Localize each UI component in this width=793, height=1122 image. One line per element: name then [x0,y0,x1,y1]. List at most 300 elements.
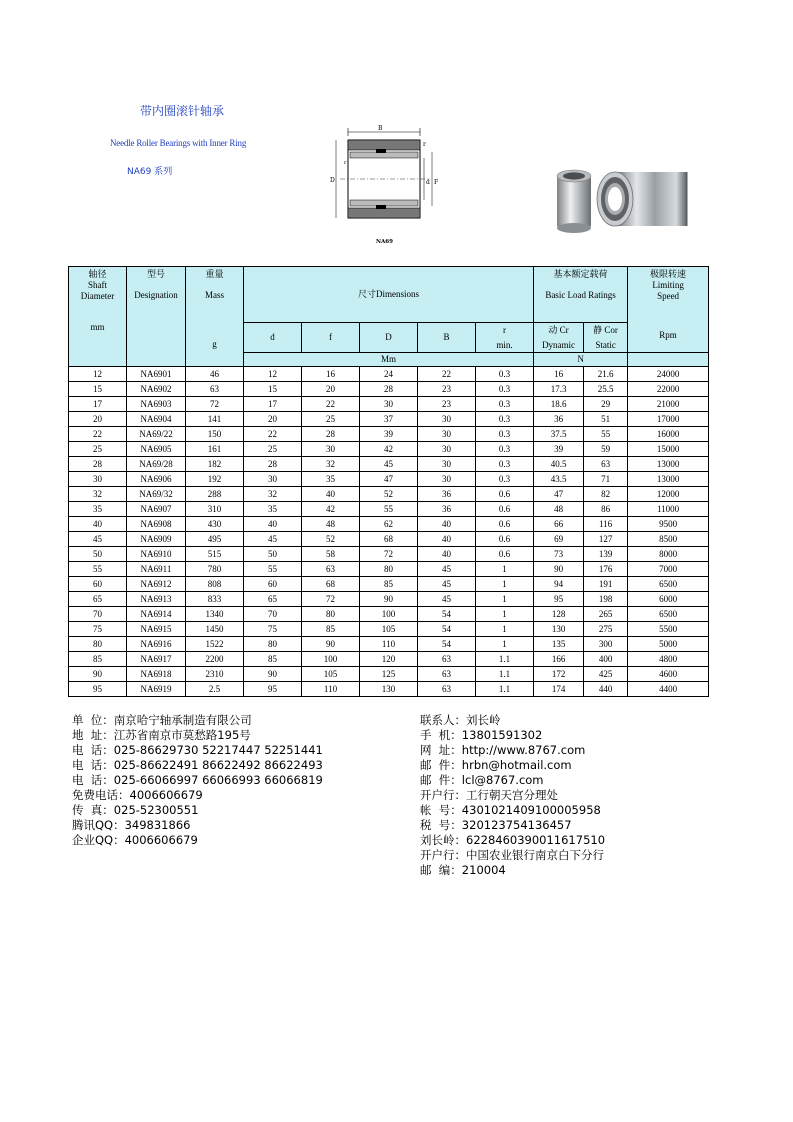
table-cell: NA6919 [127,682,186,697]
table-cell: 9500 [628,517,709,532]
table-cell: 52 [302,532,360,547]
table-cell: 12000 [628,487,709,502]
table-row [69,517,709,532]
table-cell: 7000 [628,562,709,577]
table-cell: 28 [360,382,418,397]
header-speed-blank [628,353,709,367]
table-cell: 23 [418,382,476,397]
table-cell: 70 [244,607,302,622]
table-cell: 116 [584,517,628,532]
table-cell: 105 [302,667,360,682]
table-cell: 82 [584,487,628,502]
table-cell: 69 [534,532,584,547]
table-cell: 100 [302,652,360,667]
table-cell: 18.6 [534,397,584,412]
table-cell: 1.1 [476,652,534,667]
table-cell: 16 [534,367,584,382]
header-load-unit: N [534,353,628,367]
table-cell: 48 [534,502,584,517]
header-col-cr: 动 Cr Dynamic [534,323,584,353]
table-cell: 2.5 [186,682,244,697]
table-cell: 59 [584,442,628,457]
table-cell: 63 [418,652,476,667]
table-cell: 54 [418,637,476,652]
table-cell: 50 [244,547,302,562]
table-cell: 37.5 [534,427,584,442]
table-cell: 55 [69,562,127,577]
table-cell: 0.3 [476,427,534,442]
table-cell: 110 [360,637,418,652]
table-cell: 45 [418,577,476,592]
table-cell: 13000 [628,472,709,487]
table-cell: 90 [302,637,360,652]
table-row [69,412,709,427]
header-basic-load-ratings: 基本额定载荷 Basic Load Ratings [534,267,628,323]
contact-line: 网 址：http://www.8767.com [420,743,586,757]
table-cell: 65 [244,592,302,607]
header-dim-unit: Mm [244,353,534,367]
header-shaft-diameter: 轴径 Shaft Diameter mm [69,267,127,367]
table-cell: 80 [69,637,127,652]
table-cell: 39 [534,442,584,457]
contact-line: 邮 件：hrbn@hotmail.com [420,758,572,772]
table-row [69,652,709,667]
table-cell: 135 [534,637,584,652]
table-cell: 4600 [628,667,709,682]
table-cell: 47 [360,472,418,487]
table-cell: 310 [186,502,244,517]
table-cell: 40 [418,547,476,562]
contact-line: 联系人：刘长岭 [420,713,501,727]
table-cell: 166 [534,652,584,667]
table-cell: 60 [69,577,127,592]
bearing-photo [545,158,705,238]
table-cell: 15 [69,382,127,397]
table-cell: 63 [186,382,244,397]
table-cell: 11000 [628,502,709,517]
table-cell: NA6910 [127,547,186,562]
table-cell: 63 [418,682,476,697]
table-row [69,592,709,607]
table-cell: 25.5 [584,382,628,397]
contact-line: 企业QQ：4006606679 [72,833,198,847]
table-cell: 25 [69,442,127,457]
table-row [69,382,709,397]
table-cell: 24 [360,367,418,382]
table-cell: 45 [244,532,302,547]
table-cell: 58 [302,547,360,562]
contact-line: 电 话：025-86629730 52217447 52251441 [72,743,323,757]
table-cell: NA6911 [127,562,186,577]
table-cell: 95 [244,682,302,697]
table-row [69,667,709,682]
table-row [69,367,709,382]
table-cell: 127 [584,532,628,547]
table-cell: 42 [360,442,418,457]
table-cell: 55 [244,562,302,577]
dim-label-B: B [378,125,383,132]
table-cell: 15 [244,382,302,397]
table-cell: 63 [302,562,360,577]
table-row [69,562,709,577]
table-cell: 40 [418,517,476,532]
table-cell: 0.6 [476,547,534,562]
table-cell: 4800 [628,652,709,667]
table-cell: 2310 [186,667,244,682]
header-dimensions: 尺寸Dimensions [244,267,534,323]
table-cell: 20 [69,412,127,427]
table-cell: 40 [302,487,360,502]
table-cell: 29 [584,397,628,412]
table-cell: 75 [69,622,127,637]
table-row [69,607,709,622]
header-limiting-speed: 极限转速 Limiting Speed Rpm [628,267,709,353]
table-cell: 275 [584,622,628,637]
contact-line: 税 号：320123754136457 [420,818,572,832]
table-cell: 85 [244,652,302,667]
table-row [69,682,709,697]
table-cell: 172 [534,667,584,682]
table-cell: 20 [302,382,360,397]
table-cell: 85 [302,622,360,637]
table-cell: 75 [244,622,302,637]
table-cell: 30 [418,472,476,487]
header-mass: 重量 Mass g [186,267,244,367]
table-cell: 21.6 [584,367,628,382]
dim-label-d: d [426,179,430,186]
table-cell: 37 [360,412,418,427]
table-cell: 0.3 [476,412,534,427]
table-cell: 128 [534,607,584,622]
table-cell: 68 [302,577,360,592]
table-cell: 191 [584,577,628,592]
table-cell: 2200 [186,652,244,667]
table-cell: 66 [534,517,584,532]
contact-line: 免费电话：4006606679 [72,788,203,802]
table-cell: 430 [186,517,244,532]
table-cell: 4400 [628,682,709,697]
table-cell: 6500 [628,607,709,622]
table-cell: 515 [186,547,244,562]
table-cell: 0.6 [476,487,534,502]
table-cell: 808 [186,577,244,592]
table-cell: 16000 [628,427,709,442]
series-label: NA69 系列 [127,167,173,177]
table-cell: 22 [69,427,127,442]
bearing-cross-section-drawing [320,122,440,247]
table-cell: 12 [244,367,302,382]
table-cell: NA6909 [127,532,186,547]
table-cell: 0.3 [476,382,534,397]
table-cell: NA6902 [127,382,186,397]
table-cell: 95 [534,592,584,607]
table-cell: 40.5 [534,457,584,472]
table-cell: 833 [186,592,244,607]
table-row [69,487,709,502]
header-col-r: r min. [476,323,534,353]
table-cell: 0.3 [476,367,534,382]
table-cell: 1 [476,577,534,592]
table-cell: 35 [69,502,127,517]
table-cell: 65 [69,592,127,607]
table-cell: 86 [584,502,628,517]
table-cell: 35 [244,502,302,517]
table-cell: NA6913 [127,592,186,607]
header-col-f: f [302,323,360,353]
header-col-cor: 静 Cor Static [584,323,628,353]
table-cell: 72 [360,547,418,562]
table-cell: 24000 [628,367,709,382]
table-cell: 80 [360,562,418,577]
table-cell: 80 [244,637,302,652]
dim-label-D: D [330,177,335,184]
table-row [69,457,709,472]
table-cell: 45 [418,592,476,607]
table-cell: 36 [418,487,476,502]
contact-info-right [420,713,605,878]
table-cell: 42 [302,502,360,517]
table-cell: 440 [584,682,628,697]
table-cell: 47 [534,487,584,502]
table-cell: 16 [302,367,360,382]
header-col-B: B [418,323,476,353]
table-cell: 100 [360,607,418,622]
table-cell: 51 [584,412,628,427]
contact-line: 单 位：南京哈宁轴承制造有限公司 [72,713,252,727]
header-col-D: D [360,323,418,353]
table-cell: NA6907 [127,502,186,517]
table-cell: 30 [244,472,302,487]
table-cell: 6500 [628,577,709,592]
table-cell: 425 [584,667,628,682]
table-cell: 17000 [628,412,709,427]
table-cell: 71 [584,472,628,487]
table-cell: NA69/28 [127,457,186,472]
spec-table-body [69,367,709,697]
table-cell: 400 [584,652,628,667]
contact-line: 帐 号：4301021409100005958 [420,803,601,817]
contact-line: 腾讯QQ：349831866 [72,818,191,832]
table-cell: 30 [302,442,360,457]
table-cell: 36 [418,502,476,517]
table-cell: 52 [360,487,418,502]
table-cell: 21000 [628,397,709,412]
table-cell: 5500 [628,622,709,637]
table-cell: 60 [244,577,302,592]
table-cell: 32 [244,487,302,502]
table-cell: 13000 [628,457,709,472]
table-cell: NA6915 [127,622,186,637]
table-cell: NA6904 [127,412,186,427]
table-cell: 90 [360,592,418,607]
table-cell: 55 [360,502,418,517]
table-cell: 182 [186,457,244,472]
table-row [69,442,709,457]
table-cell: NA6908 [127,517,186,532]
dim-label-F: F [434,179,439,186]
table-cell: 110 [302,682,360,697]
table-cell: 5000 [628,637,709,652]
table-cell: 1 [476,607,534,622]
table-cell: 70 [69,607,127,622]
table-cell: 30 [418,412,476,427]
contact-line: 刘长岭：6228460390011617510 [420,833,606,847]
table-cell: 15000 [628,442,709,457]
table-cell: 150 [186,427,244,442]
table-cell: 105 [360,622,418,637]
table-cell: 72 [302,592,360,607]
table-cell: NA6906 [127,472,186,487]
table-cell: 43.5 [534,472,584,487]
table-cell: 40 [244,517,302,532]
contact-line: 传 真：025-52300551 [72,803,199,817]
bearing-spec-table [68,266,709,697]
table-cell: 125 [360,667,418,682]
table-cell: NA69/32 [127,487,186,502]
table-row [69,622,709,637]
table-cell: 50 [69,547,127,562]
table-cell: 17 [244,397,302,412]
table-cell: 0.3 [476,457,534,472]
table-cell: 68 [360,532,418,547]
table-cell: 1.1 [476,682,534,697]
table-cell: 0.3 [476,397,534,412]
table-row [69,397,709,412]
table-cell: 25 [244,442,302,457]
table-cell: 120 [360,652,418,667]
table-cell: 85 [69,652,127,667]
table-cell: 0.3 [476,442,534,457]
table-cell: 54 [418,622,476,637]
table-cell: NA6912 [127,577,186,592]
table-cell: 176 [584,562,628,577]
table-cell: NA6918 [127,667,186,682]
table-cell: 139 [584,547,628,562]
page-title: 带内圈滚针轴承 [140,104,225,118]
table-cell: 1 [476,592,534,607]
header-designation: 型号 Designation [127,267,186,367]
table-cell: 95 [69,682,127,697]
table-cell: NA69/22 [127,427,186,442]
table-cell: 0.6 [476,517,534,532]
table-cell: 12 [69,367,127,382]
contact-line: 地 址：江苏省南京市莫愁路195号 [72,728,251,742]
table-cell: 54 [418,607,476,622]
table-cell: 30 [418,457,476,472]
table-cell: 23 [418,397,476,412]
table-cell: 1522 [186,637,244,652]
table-row [69,577,709,592]
table-cell: 495 [186,532,244,547]
table-cell: 141 [186,412,244,427]
table-cell: 40 [69,517,127,532]
table-cell: 46 [186,367,244,382]
table-cell: 94 [534,577,584,592]
table-cell: 22 [244,427,302,442]
table-row [69,502,709,517]
table-cell: 85 [360,577,418,592]
table-cell: 0.3 [476,472,534,487]
table-cell: 36 [534,412,584,427]
table-cell: 22000 [628,382,709,397]
table-cell: 35 [302,472,360,487]
table-cell: 32 [302,457,360,472]
table-cell: 1 [476,637,534,652]
table-cell: 62 [360,517,418,532]
table-cell: 45 [360,457,418,472]
table-cell: 90 [69,667,127,682]
table-cell: 28 [302,427,360,442]
table-cell: 174 [534,682,584,697]
contact-line: 电 话：025-66066997 66066993 66066819 [72,773,323,787]
table-cell: 72 [186,397,244,412]
table-cell: 1 [476,562,534,577]
table-cell: 17 [69,397,127,412]
table-cell: NA6917 [127,652,186,667]
table-cell: NA6905 [127,442,186,457]
table-cell: 63 [418,667,476,682]
table-cell: 1.1 [476,667,534,682]
table-cell: NA6914 [127,607,186,622]
table-cell: 20 [244,412,302,427]
table-row [69,472,709,487]
table-cell: 1450 [186,622,244,637]
table-cell: 48 [302,517,360,532]
table-cell: 45 [418,562,476,577]
table-row [69,427,709,442]
table-cell: 30 [69,472,127,487]
page-subtitle: Needle Roller Bearings with Inner Ring [110,138,247,148]
table-cell: 198 [584,592,628,607]
header-col-d: d [244,323,302,353]
table-cell: 265 [584,607,628,622]
table-cell: 30 [418,442,476,457]
contact-line: 开户行：工行朝天宫分理处 [420,788,558,802]
table-cell: 30 [418,427,476,442]
table-cell: 8000 [628,547,709,562]
table-cell: 192 [186,472,244,487]
table-cell: NA6903 [127,397,186,412]
table-cell: 30 [360,397,418,412]
contact-line: 电 话：025-86622491 86622492 86622493 [72,758,323,772]
table-cell: 22 [418,367,476,382]
table-cell: 22 [302,397,360,412]
table-cell: 55 [584,427,628,442]
table-cell: 73 [534,547,584,562]
table-cell: 17.3 [534,382,584,397]
table-row [69,637,709,652]
table-cell: 25 [302,412,360,427]
table-cell: 28 [244,457,302,472]
table-cell: 28 [69,457,127,472]
table-cell: 40 [418,532,476,547]
table-cell: 1340 [186,607,244,622]
table-cell: 300 [584,637,628,652]
table-cell: 0.6 [476,532,534,547]
dim-label-r-left: r [344,160,347,166]
table-cell: NA6901 [127,367,186,382]
drawing-caption: NA69 [376,239,393,245]
contact-info-left [72,713,323,848]
table-cell: 45 [69,532,127,547]
dim-label-r: r [423,141,426,148]
table-cell: 32 [69,487,127,502]
table-cell: 1 [476,622,534,637]
table-cell: 80 [302,607,360,622]
table-row [69,532,709,547]
table-cell: 6000 [628,592,709,607]
table-row [69,547,709,562]
